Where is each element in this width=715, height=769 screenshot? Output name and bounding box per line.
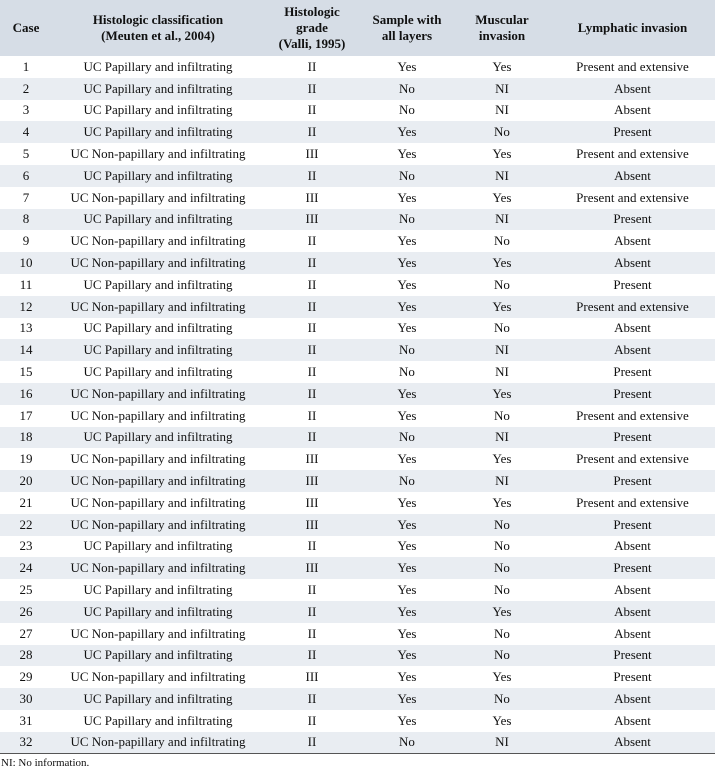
cell-muscular: Yes bbox=[492, 494, 512, 510]
cell-grade: II bbox=[307, 320, 317, 336]
cell-sample: No bbox=[399, 102, 415, 118]
cell-lymphatic: Absent bbox=[614, 342, 651, 358]
table-row bbox=[0, 427, 715, 449]
table-row bbox=[0, 579, 715, 601]
cell-grade: II bbox=[307, 124, 317, 140]
cell-case: 25 bbox=[19, 582, 33, 598]
table-row bbox=[0, 100, 715, 122]
cell-case: 8 bbox=[22, 211, 30, 227]
cell-grade: II bbox=[307, 167, 317, 183]
cell-sample: Yes bbox=[397, 647, 417, 663]
cell-grade: II bbox=[307, 364, 317, 380]
cell-lymphatic: Present bbox=[613, 211, 652, 227]
table-row bbox=[0, 470, 715, 492]
cell-classification: UC Non-papillary and infiltrating bbox=[70, 734, 246, 750]
cell-sample: Yes bbox=[397, 712, 417, 728]
cell-sample: Yes bbox=[397, 603, 417, 619]
cell-case: 11 bbox=[19, 276, 33, 292]
cell-case: 23 bbox=[19, 538, 33, 554]
table-row bbox=[0, 732, 715, 754]
cell-classification: UC Papillary and infiltrating bbox=[83, 58, 233, 74]
table-row bbox=[0, 688, 715, 710]
cell-classification: UC Non-papillary and infiltrating bbox=[70, 407, 246, 423]
cell-muscular: No bbox=[494, 691, 510, 706]
cell-sample: Yes bbox=[397, 560, 417, 576]
header-lymphatic: Lymphatic invasion bbox=[577, 20, 688, 35]
table-row bbox=[0, 492, 715, 514]
cell-sample: Yes bbox=[397, 494, 417, 510]
cell-grade: III bbox=[305, 451, 319, 467]
cell-grade: II bbox=[307, 385, 317, 401]
cell-case: 32 bbox=[19, 734, 33, 750]
cell-case: 29 bbox=[19, 669, 33, 685]
cell-lymphatic: Absent bbox=[614, 538, 651, 554]
cell-case: 18 bbox=[19, 429, 33, 445]
cell-classification: UC Non-papillary and infiltrating bbox=[70, 385, 246, 401]
cell-classification: UC Non-papillary and infiltrating bbox=[70, 560, 246, 576]
cell-muscular: Yes bbox=[492, 58, 512, 74]
cell-classification: UC Papillary and infiltrating bbox=[83, 80, 233, 96]
cell-sample: No bbox=[399, 734, 415, 750]
cell-case: 10 bbox=[19, 255, 33, 271]
cell-grade: III bbox=[305, 494, 319, 510]
cell-classification: UC Papillary and infiltrating bbox=[83, 320, 233, 336]
cell-muscular: NI bbox=[495, 342, 509, 358]
cell-case: 17 bbox=[19, 407, 33, 423]
cell-lymphatic: Present bbox=[613, 276, 652, 292]
cell-classification: UC Papillary and infiltrating bbox=[83, 647, 233, 663]
cell-case: 24 bbox=[19, 560, 33, 576]
cell-classification: UC Papillary and infiltrating bbox=[83, 102, 233, 118]
cell-case: 22 bbox=[19, 516, 33, 532]
cell-muscular: No bbox=[494, 320, 510, 336]
cell-grade: II bbox=[307, 625, 317, 641]
cell-sample: Yes bbox=[397, 320, 417, 336]
cell-case: 6 bbox=[22, 167, 30, 183]
header-sample: Sample with all layers bbox=[372, 12, 442, 43]
header-row bbox=[0, 0, 715, 56]
cell-grade: II bbox=[307, 691, 317, 706]
cell-classification: UC Papillary and infiltrating bbox=[83, 603, 233, 619]
table-row bbox=[0, 623, 715, 645]
cell-classification: UC Non-papillary and infiltrating bbox=[70, 189, 246, 205]
table-row bbox=[0, 121, 715, 143]
cell-lymphatic: Absent bbox=[614, 233, 651, 249]
cell-sample: Yes bbox=[397, 189, 417, 205]
cell-muscular: NI bbox=[495, 167, 509, 183]
cell-grade: II bbox=[307, 233, 317, 249]
cell-lymphatic: Present bbox=[613, 124, 652, 140]
cell-muscular: NI bbox=[495, 473, 509, 489]
table-row bbox=[0, 710, 715, 732]
cell-muscular: Yes bbox=[492, 298, 512, 314]
cell-lymphatic: Present bbox=[613, 385, 652, 401]
cell-muscular: Yes bbox=[492, 255, 512, 271]
cell-classification: UC Non-papillary and infiltrating bbox=[70, 494, 246, 510]
cell-classification: UC Non-papillary and infiltrating bbox=[70, 669, 246, 685]
cell-muscular: Yes bbox=[492, 385, 512, 401]
cell-grade: II bbox=[307, 407, 317, 423]
table-row bbox=[0, 56, 715, 78]
cell-classification: UC Papillary and infiltrating bbox=[83, 167, 233, 183]
cell-sample: No bbox=[399, 473, 415, 489]
table-row bbox=[0, 557, 715, 579]
cell-case: 16 bbox=[19, 385, 33, 401]
cell-lymphatic: Present and extensive bbox=[576, 146, 689, 162]
cell-classification: UC Non-papillary and infiltrating bbox=[70, 146, 246, 162]
cell-case: 2 bbox=[22, 80, 30, 96]
cell-case: 1 bbox=[22, 58, 30, 74]
cell-case: 13 bbox=[19, 320, 33, 336]
cell-lymphatic: Present and extensive bbox=[576, 58, 689, 74]
cell-classification: UC Papillary and infiltrating bbox=[83, 538, 233, 554]
cell-classification: UC Papillary and infiltrating bbox=[83, 276, 233, 292]
cell-sample: No bbox=[399, 167, 415, 183]
cell-muscular: NI bbox=[495, 211, 509, 227]
cell-lymphatic: Absent bbox=[614, 80, 651, 96]
cell-grade: II bbox=[307, 538, 317, 554]
cell-classification: UC Papillary and infiltrating bbox=[83, 691, 233, 706]
cell-grade: II bbox=[307, 58, 317, 74]
cell-muscular: NI bbox=[495, 429, 509, 445]
cell-sample: No bbox=[399, 342, 415, 358]
cell-grade: III bbox=[305, 189, 319, 205]
cell-lymphatic: Present and extensive bbox=[576, 494, 689, 510]
cell-sample: No bbox=[399, 429, 415, 445]
cell-lymphatic: Absent bbox=[614, 691, 651, 706]
table-body bbox=[0, 56, 715, 754]
cell-lymphatic: Absent bbox=[614, 167, 651, 183]
cell-lymphatic: Present and extensive bbox=[576, 451, 689, 467]
cell-grade: II bbox=[307, 298, 317, 314]
cell-sample: Yes bbox=[397, 146, 417, 162]
table-row bbox=[0, 78, 715, 100]
cell-grade: III bbox=[305, 146, 319, 162]
header-classification: Histologic classification (Meuten et al., 2004) bbox=[92, 12, 224, 43]
cell-lymphatic: Absent bbox=[614, 255, 651, 271]
header-muscular: Muscular invasion bbox=[475, 12, 529, 43]
cell-case: 12 bbox=[19, 298, 33, 314]
cell-muscular: No bbox=[494, 407, 510, 423]
cell-grade: III bbox=[305, 516, 319, 532]
cell-lymphatic: Absent bbox=[614, 102, 651, 118]
table-row bbox=[0, 339, 715, 361]
table-row bbox=[0, 405, 715, 427]
cell-lymphatic: Absent bbox=[614, 603, 651, 619]
cell-sample: Yes bbox=[397, 276, 417, 292]
table-row bbox=[0, 514, 715, 536]
table-row bbox=[0, 187, 715, 209]
cell-case: 27 bbox=[19, 625, 33, 641]
cell-sample: Yes bbox=[397, 407, 417, 423]
cell-case: 7 bbox=[22, 189, 30, 205]
cell-classification: UC Papillary and infiltrating bbox=[83, 582, 233, 598]
cell-classification: UC Non-papillary and infiltrating bbox=[70, 516, 246, 532]
cell-sample: Yes bbox=[397, 625, 417, 641]
cell-muscular: No bbox=[494, 276, 510, 292]
table-row bbox=[0, 230, 715, 252]
cell-muscular: No bbox=[494, 124, 510, 140]
cell-sample: Yes bbox=[397, 385, 417, 401]
cell-sample: Yes bbox=[397, 669, 417, 685]
table-row bbox=[0, 361, 715, 383]
cell-lymphatic: Present and extensive bbox=[576, 407, 689, 423]
cell-lymphatic: Absent bbox=[614, 625, 651, 641]
cell-case: 20 bbox=[19, 473, 33, 489]
cell-grade: III bbox=[305, 560, 319, 576]
cell-muscular: NI bbox=[495, 364, 509, 380]
cell-case: 4 bbox=[22, 124, 30, 140]
cell-lymphatic: Present bbox=[613, 473, 652, 489]
cell-classification: UC Papillary and infiltrating bbox=[83, 342, 233, 358]
cell-muscular: Yes bbox=[492, 712, 512, 728]
header-case: Case bbox=[12, 20, 40, 35]
cell-grade: II bbox=[307, 712, 317, 728]
table-row bbox=[0, 318, 715, 340]
cell-lymphatic: Present bbox=[613, 560, 652, 576]
header-grade: Histologic grade (Valli, 1995) bbox=[278, 4, 346, 51]
cell-lymphatic: Present and extensive bbox=[576, 298, 689, 314]
cell-grade: II bbox=[307, 342, 317, 358]
cell-grade: II bbox=[307, 429, 317, 445]
cell-lymphatic: Present bbox=[613, 647, 652, 663]
cell-sample: Yes bbox=[397, 298, 417, 314]
cell-case: 9 bbox=[22, 233, 30, 249]
cell-case: 26 bbox=[19, 603, 33, 619]
table-row bbox=[0, 252, 715, 274]
cell-case: 21 bbox=[19, 494, 33, 510]
cell-grade: II bbox=[307, 603, 317, 619]
cell-grade: II bbox=[307, 80, 317, 96]
cell-sample: Yes bbox=[397, 691, 417, 706]
cell-grade: III bbox=[305, 211, 319, 227]
cell-muscular: Yes bbox=[492, 146, 512, 162]
cell-sample: Yes bbox=[397, 124, 417, 140]
table-footnote: NI: No information. bbox=[1, 757, 90, 769]
table-row bbox=[0, 274, 715, 296]
cell-lymphatic: Present bbox=[613, 516, 652, 532]
cell-sample: No bbox=[399, 364, 415, 380]
cell-classification: UC Non-papillary and infiltrating bbox=[70, 298, 246, 314]
cell-grade: II bbox=[307, 734, 317, 750]
table-row bbox=[0, 143, 715, 165]
cell-classification: UC Non-papillary and infiltrating bbox=[70, 473, 246, 489]
cell-case: 5 bbox=[22, 146, 30, 162]
cell-muscular: NI bbox=[495, 102, 509, 118]
cell-sample: No bbox=[399, 80, 415, 96]
cell-grade: II bbox=[307, 582, 317, 598]
cell-grade: II bbox=[307, 102, 317, 118]
cell-classification: UC Papillary and infiltrating bbox=[83, 364, 233, 380]
cell-muscular: No bbox=[494, 233, 510, 249]
cell-classification: UC Papillary and infiltrating bbox=[83, 211, 233, 227]
table-row bbox=[0, 645, 715, 667]
table-row bbox=[0, 165, 715, 187]
cell-lymphatic: Present bbox=[613, 669, 652, 685]
table-row bbox=[0, 448, 715, 470]
cell-lymphatic: Absent bbox=[614, 320, 651, 336]
table-header bbox=[0, 0, 715, 56]
cell-muscular: No bbox=[494, 538, 510, 554]
table-row bbox=[0, 383, 715, 405]
cell-grade: II bbox=[307, 276, 317, 292]
cell-sample: Yes bbox=[397, 538, 417, 554]
cell-case: 14 bbox=[19, 342, 33, 358]
cell-lymphatic: Absent bbox=[614, 582, 651, 598]
cell-lymphatic: Absent bbox=[614, 712, 651, 728]
cell-lymphatic: Present and extensive bbox=[576, 189, 689, 205]
cell-sample: Yes bbox=[397, 451, 417, 467]
cell-classification: UC Papillary and infiltrating bbox=[83, 712, 233, 728]
cell-sample: Yes bbox=[397, 233, 417, 249]
cell-muscular: No bbox=[494, 647, 510, 663]
cell-grade: III bbox=[305, 473, 319, 489]
cell-sample: Yes bbox=[397, 582, 417, 598]
cell-sample: No bbox=[399, 211, 415, 227]
cell-classification: UC Papillary and infiltrating bbox=[83, 429, 233, 445]
table-row bbox=[0, 209, 715, 231]
cell-lymphatic: Absent bbox=[614, 734, 651, 750]
cell-grade: II bbox=[307, 647, 317, 663]
cell-muscular: Yes bbox=[492, 669, 512, 685]
table-row bbox=[0, 536, 715, 558]
cell-muscular: No bbox=[494, 625, 510, 641]
cell-grade: II bbox=[307, 255, 317, 271]
cell-muscular: NI bbox=[495, 80, 509, 96]
cell-case: 3 bbox=[22, 102, 30, 118]
cell-case: 15 bbox=[19, 364, 33, 380]
cell-classification: UC Papillary and infiltrating bbox=[83, 124, 233, 140]
cell-sample: Yes bbox=[397, 58, 417, 74]
cell-muscular: Yes bbox=[492, 603, 512, 619]
cell-case: 31 bbox=[19, 712, 33, 728]
table-row bbox=[0, 296, 715, 318]
cell-classification: UC Non-papillary and infiltrating bbox=[70, 255, 246, 271]
cell-muscular: No bbox=[494, 582, 510, 598]
cell-muscular: No bbox=[494, 560, 510, 576]
cell-case: 28 bbox=[19, 647, 33, 663]
cell-classification: UC Non-papillary and infiltrating bbox=[70, 233, 246, 249]
cell-muscular: No bbox=[494, 516, 510, 532]
cell-case: 19 bbox=[19, 451, 33, 467]
cell-lymphatic: Present bbox=[613, 364, 652, 380]
table-row bbox=[0, 601, 715, 623]
cell-classification: UC Non-papillary and infiltrating bbox=[70, 451, 246, 467]
cell-lymphatic: Present bbox=[613, 429, 652, 445]
cell-muscular: Yes bbox=[492, 451, 512, 467]
table-row bbox=[0, 666, 715, 688]
cell-muscular: NI bbox=[495, 734, 509, 750]
cell-muscular: Yes bbox=[492, 189, 512, 205]
cell-grade: III bbox=[305, 669, 319, 685]
cell-classification: UC Non-papillary and infiltrating bbox=[70, 625, 246, 641]
cell-case: 30 bbox=[19, 691, 33, 706]
cell-sample: Yes bbox=[397, 255, 417, 271]
cell-sample: Yes bbox=[397, 516, 417, 532]
